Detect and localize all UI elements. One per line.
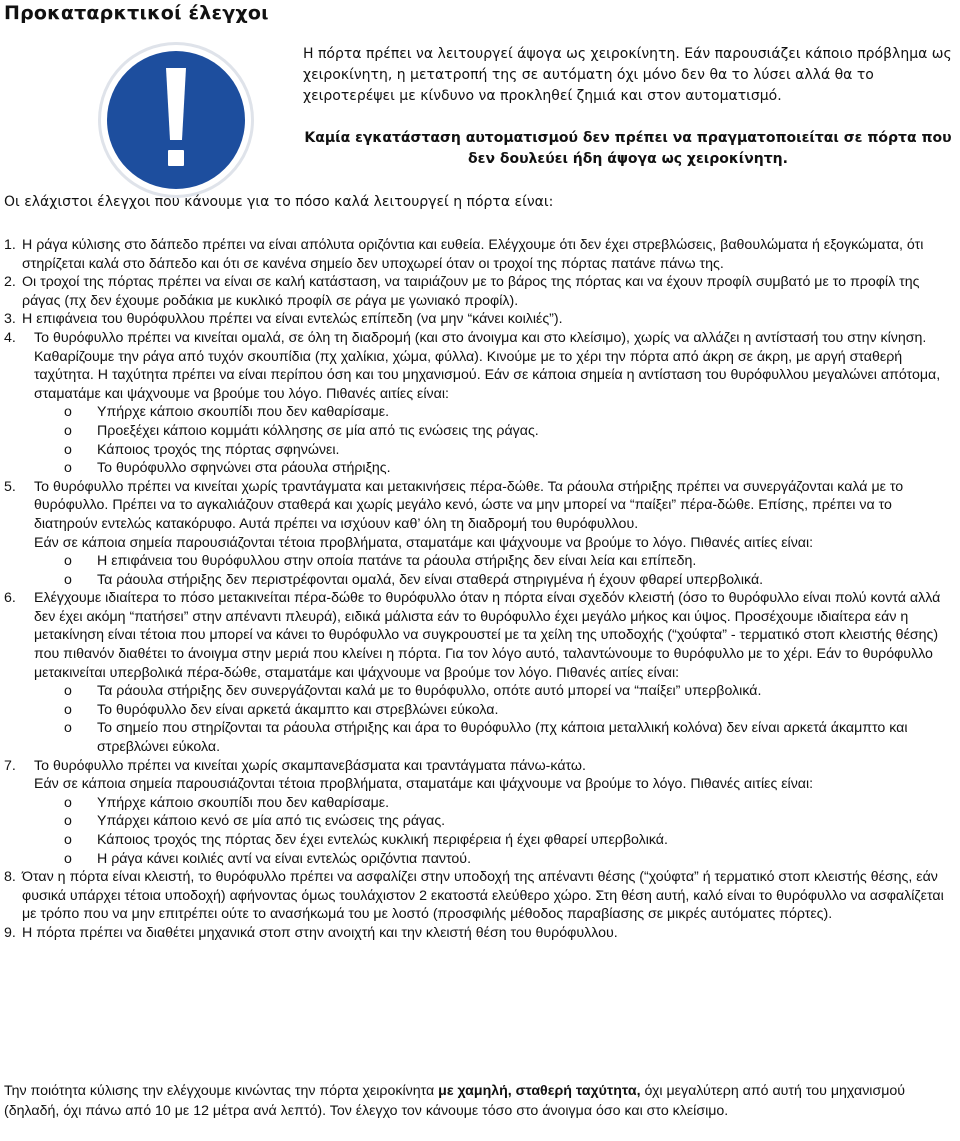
check-number: 5. — [4, 478, 16, 495]
check-number: 2. — [4, 274, 16, 291]
cause-text: Η επιφάνεια του θυρόφυλλου στην οποία πατάνε τα ράουλα στήριξης δεν είναι λεία και επίπεδη. — [97, 553, 697, 570]
check-text: Όταν η πόρτα είναι κλειστή, το θυρόφυλλο πρέπει να ασφαλίζει στην υποδοχή της απέναντι θέσης (“χούφτα” ή τερματικό στοπ κλειστής θέσης, εάν φυσικά υπάρχει τέτοια υποδοχή) αφήνοντας όμως τουλάχιστον 2 εκατοστά ελεύθερο χώρο. Στη θέση αυτή, καλό είναι το θυρόφυλλο να ασφαλίζεται με τρόπο που να μην επιτρέπει ούτε το ανασήκωμά του με λοστό (προσφιλής μέθοδος παραβίασης σε μικρές αυτόματες πόρτες). — [22, 869, 944, 923]
warning-sign — [96, 40, 256, 200]
check-number: 6. — [4, 590, 16, 607]
check-item — [4, 589, 956, 756]
checks-list — [4, 236, 956, 943]
check-item — [4, 868, 956, 924]
cause-text: Κάποιος τροχός της πόρτας δεν έχει εντελώς κυκλική περιφέρεια ή έχει φθαρεί υπερβολικά. — [97, 832, 668, 848]
check-content — [34, 757, 956, 869]
cause-text: Υπάρχει κάποιο κενό σε μία από τις ενώσεις της ράγας. — [97, 813, 446, 830]
bullet-marker: o — [64, 404, 72, 421]
check-item — [4, 924, 956, 943]
check-item — [4, 236, 956, 273]
bullet-marker: o — [64, 571, 72, 588]
bullet-marker: o — [64, 422, 72, 439]
cause-text: Το σημείο που στηρίζονται τα ράουλα στήριξης και άρα το θυρόφυλλο (πχ κάποια μεταλλική κολόνα) δεν είναι αρκετά άκαμπτο και στρεβλώνει εύκολα. — [97, 720, 908, 756]
check-text: Το θυρόφυλλο πρέπει να κινείται χωρίς τραντάγματα και μετακινήσεις πέρα-δώθε. Τα ράουλα στήριξης πρέπει να συνεργάζονται καλά με το θυρόφυλλο. Πρέπει να το αγκαλιάζουν σταθερά και χωρίς μεγάλο κενό, ώστε να μην μπορεί να “παίξει” πέρα-δώθε. Επίσης, πρέπει να το διατηρούν εντελώς κατακόρυφο. Αυτά πρέπει να ισχύουν καθ’ όλη τη διαδρομή του θυρόφυλλου. — [34, 478, 904, 532]
check-text: Η πόρτα πρέπει να διαθέτει μηχανικά στοπ στην ανοιχτή και την κλειστή θέση του θυρόφυλλου. — [22, 924, 618, 941]
bullet-marker: o — [64, 850, 72, 867]
check-number: 7. — [4, 757, 16, 774]
check-content — [22, 236, 956, 273]
check-content — [34, 329, 956, 478]
bullet-marker: o — [64, 553, 72, 570]
cause-item — [34, 701, 956, 720]
check-content — [22, 924, 956, 943]
closing-emphasis: με χαμηλή, σταθερή ταχύτητα, — [438, 1083, 641, 1099]
check-content — [34, 478, 956, 590]
check-content — [22, 868, 956, 924]
bullet-marker: o — [64, 794, 72, 811]
check-text: Η ράγα κύλισης στο δάπεδο πρέπει να είναι απόλυτα οριζόντια και ευθεία. Ελέγχουμε ότι δεν έχει στρεβλώσεις, βαθουλώματα ή εξογκώματα, ότι στηρίζεται καλά στο δάπεδο και ότι σε κανένα σημείο δεν υποχωρεί όταν οι τροχοί της πόρτας πατάνε πάνω της. — [22, 237, 924, 272]
check-number: 8. — [4, 869, 16, 886]
cause-item — [34, 403, 956, 422]
bullet-marker: o — [64, 832, 72, 848]
closing-text-start: Την ποιότητα κύλισης την ελέγχουμε κινώντας την πόρτα χειροκίνητα — [4, 1083, 439, 1099]
check-number: 9. — [4, 924, 16, 941]
check-item — [4, 273, 956, 310]
cause-text: Το θυρόφυλλο σφηνώνει στα ράουλα στήριξης. — [97, 460, 391, 477]
cause-item — [34, 422, 956, 441]
checks-intro: Οι ελάχιστοι έλεγχοι που κάνουμε για το πόσο καλά λειτουργεί η πόρτα είναι: — [4, 194, 554, 210]
cause-text: Το θυρόφυλλο δεν είναι αρκετά άκαμπτο και στρεβλώνει εύκολα. — [97, 701, 499, 718]
cause-item — [34, 794, 956, 813]
check-text: Οι τροχοί της πόρτας πρέπει να είναι σε καλή κατάσταση, να ταιριάζουν με το βάρος της πόρτας και να έχουν προφίλ συμβατό με το προφίλ της ράγας (πχ δεν έχουμε ροδάκια με κυκλικό προφίλ σε ράγα με γωνιακό προφίλ). — [22, 274, 920, 309]
bullet-marker: o — [64, 701, 72, 718]
bullet-marker: o — [64, 441, 72, 458]
check-item — [4, 478, 956, 590]
cause-item — [34, 552, 956, 571]
check-note: Εάν σε κάποια σημεία παρουσιάζονται τέτοια προβλήματα, σταματάμε και ψάχνουμε να βρούμε το λόγο. Πιθανές αιτίες είναι: — [34, 776, 814, 793]
check-text: Η επιφάνεια του θυρόφυλλου πρέπει να είναι εντελώς επίπεδη (να μην “κάνει κοιλιές”). — [22, 311, 563, 328]
closing-paragraph — [4, 1082, 956, 1121]
cause-text: Τα ράουλα στήριξης δεν περιστρέφονται ομαλά, δεν είναι σταθερά στηριγμένα ή έχουν φθαρεί υπερβολικά. — [97, 571, 764, 588]
check-item — [4, 329, 956, 478]
cause-item — [34, 719, 956, 756]
cause-item — [34, 459, 956, 478]
cause-item — [34, 441, 956, 460]
cause-item — [34, 831, 956, 850]
exclamation-icon — [96, 40, 256, 200]
check-text: Ελέγχουμε ιδιαίτερα το πόσο μετακινείται πέρα-δώθε το θυρόφυλλο όταν η πόρτα είναι σχεδόν κλειστή (όσο το θυρόφυλλο είναι πολύ κοντά αλλά δεν έχει ακόμη “πατήσει” στην απέναντι πλευρά), ειδικά μάλιστα εάν το θυρόφυλλο έχει μεγάλο μήκος και ύψος. Προσέχουμε ιδιαίτερα εάν η μετακίνηση είναι τέτοια που μπορεί να κάνει το θυρόφυλλο να συγκρουστεί με τα χείλη της υποδοχής (“χούφτα” - τερματικό στοπ κλειστής θέσης) που πιθανόν διαθέτει το άνοιγμα στην μεριά που κλείνει η πόρτα. Για τον λόγο αυτό, ταλαντώνουμε το θυρόφυλλο με το χέρι. Εάν το θυρόφυλλο μετακινείται υπερβολικά πέρα-δώθε, σταματάμε και ψάχνουμε να βρούμε τον λόγο. Πιθανές αιτίες είναι: — [34, 590, 941, 681]
cause-text: Προεξέχει κάποιο κομμάτι κόλλησης σε μία από τις ενώσεις της ράγας. — [97, 422, 539, 439]
cause-item — [34, 682, 956, 701]
check-text: Το θυρόφυλλο πρέπει να κινείται χωρίς σκαμπανεβάσματα και τραντάγματα πάνω-κάτω. — [34, 757, 586, 774]
check-number: 4. — [4, 329, 16, 346]
check-note: Εάν σε κάποια σημεία παρουσιάζονται τέτοια προβλήματα, σταματάμε και ψάχνουμε να βρούμε το λόγο. Πιθανές αιτίες είναι: — [34, 534, 814, 551]
check-text: Το θυρόφυλλο πρέπει να κινείται ομαλά, σε όλη τη διαδρομή (και στο άνοιγμα και στο κλείσιμο), χωρίς να αλλάζει η αντίστασή του στην κίνηση. Καθαρίζουμε την ράγα από τυχόν σκουπίδια (πχ χαλίκια, χώμα, φύλλα). Κινούμε με το χέρι την πόρτα από άκρη σε άκρη, με αργή σταθερή ταχύτητα. Η ταχύτητα πρέπει να είναι περίπου όση και του μηχανισμού. Εάν σε κάποια σημεία η αντίσταση του θυρόφυλλου μεγαλώνει απότομα, σταματάμε και ψάχνουμε να βρούμε του λόγο. Πιθανές αιτίες είναι: — [34, 329, 941, 402]
cause-item — [34, 812, 956, 831]
check-content — [22, 310, 956, 329]
closing-text-end: όχι μεγαλύτερη από αυτή του μηχανισμού (δηλαδή, όχι πάνω από 10 με 12 μέτρα ανά λεπτό). Τον έλεγχο τον κάνουμε τόσο στο άνοιγμα όσο και στο κλείσιμο. — [4, 1083, 906, 1119]
check-item — [4, 757, 956, 869]
cause-text: Υπήρχε κάποιο σκουπίδι που δεν καθαρίσαμε. — [97, 404, 390, 421]
cause-item — [34, 850, 956, 869]
check-number: 1. — [4, 237, 16, 253]
cause-text: Υπήρχε κάποιο σκουπίδι που δεν καθαρίσαμε. — [97, 794, 390, 811]
check-content — [22, 273, 956, 310]
intro-paragraph: Η πόρτα πρέπει να λειτουργεί άψογα ως χειροκίνητη. Εάν παρουσιάζει κάποιο πρόβλημα ως χειροκίνητη, η μετατροπή της σε αυτόματη όχι μόνο δεν θα το λύσει αλλά θα το χειροτερέψει με κίνδυνο να προκληθεί ζημιά και στον αυτοματισμό. — [303, 46, 952, 104]
bullet-marker: o — [64, 720, 72, 737]
bullet-marker: o — [64, 460, 72, 477]
check-content — [34, 589, 956, 756]
cause-text: Η ράγα κάνει κοιλιές αντί να είναι εντελώς οριζόντια παντού. — [97, 850, 472, 867]
cause-text: Τα ράουλα στήριξης δεν συνεργάζονται καλά με το θυρόφυλλο, οπότε αυτό μπορεί να “παίξει” υπερβολικά. — [97, 683, 762, 700]
cause-item — [34, 571, 956, 590]
check-item — [4, 310, 956, 329]
check-number: 3. — [4, 311, 16, 328]
page-title: Προκαταρκτικοί έλεγχοι — [4, 2, 269, 24]
bullet-marker: o — [64, 813, 72, 830]
bullet-marker: o — [64, 683, 72, 700]
warning-paragraph: Καμία εγκατάσταση αυτοματισμού δεν πρέπει να πραγματοποιείται σε πόρτα που δεν δουλεύει ήδη άψογα ως χειροκίνητη. — [304, 130, 952, 167]
cause-text: Κάποιος τροχός της πόρτας σφηνώνει. — [97, 441, 340, 458]
